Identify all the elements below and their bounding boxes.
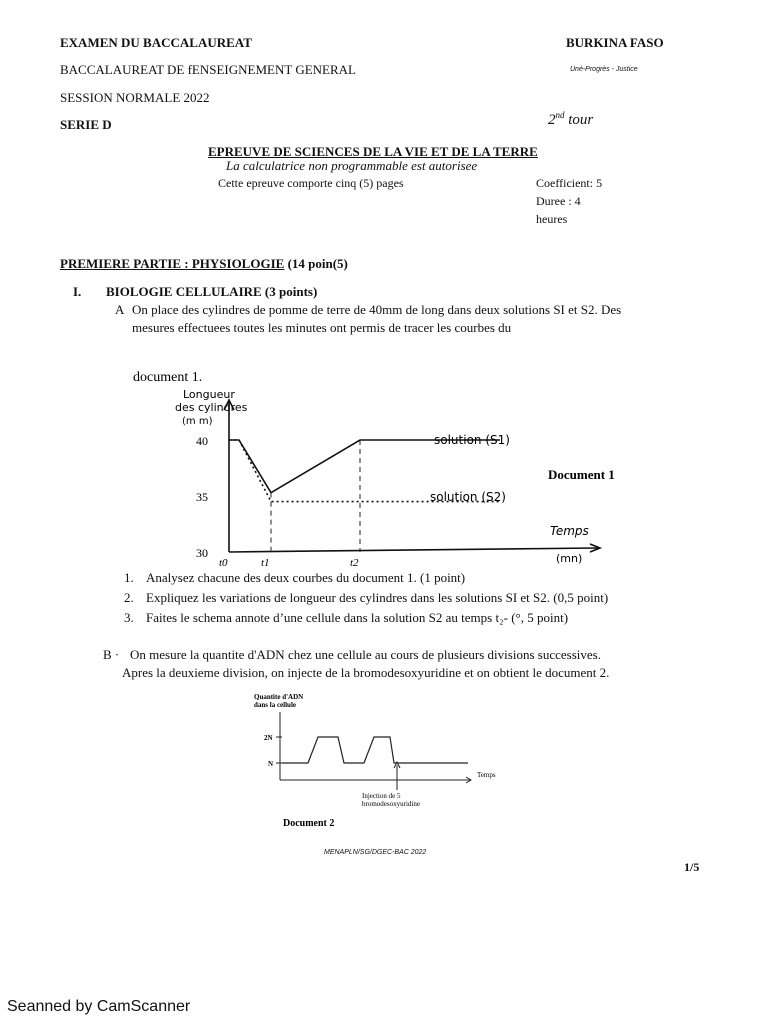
part-heading: PREMIERE PARTIE : PHYSIOLOGIE (14 poin(5) xyxy=(60,256,348,271)
question-text: Expliquez les variations de longueur des cylindres dans les solutions SI et S2. (0,5 point) xyxy=(146,590,609,605)
x-axis-label-1: Temps xyxy=(550,524,589,538)
part-b-line-1: On mesure la quantite d'ADN chez une cellule au cours de plusieurs divisions successives. xyxy=(130,647,601,662)
round-label: 2nd tour xyxy=(548,110,594,128)
question-text: Faites le schema annote d’une cellule dans la solution S2 au temps t₂- (°, 5 point) xyxy=(146,610,569,625)
doc2-dna-curve xyxy=(282,737,468,763)
question-text: Analysez chacune des deux courbes du document 1. (1 point) xyxy=(146,570,466,585)
part-a-line-1: On place des cylindres de pomme de terre de 40mm de long dans deux solutions SI et S2. Des xyxy=(132,302,622,317)
exam-title: EXAMEN DU BACCALAUREAT xyxy=(60,35,252,50)
page-number: 1/5 xyxy=(684,860,700,874)
doc2-level-2n: 2N xyxy=(264,734,273,742)
country-name: BURKINA FASO xyxy=(566,35,664,50)
doc2-level-n: N xyxy=(268,760,274,768)
series-label-s2: solution (S2) xyxy=(430,490,506,504)
pages-note: Cette epreuve comporte cinq (5) pages xyxy=(218,176,404,190)
calculator-note: La calculatrice non programmable est autorisee xyxy=(226,158,478,173)
x-tick-label: t0 xyxy=(219,557,228,569)
duration-line-2: heures xyxy=(536,212,568,226)
session-label: SESSION NORMALE 2022 xyxy=(60,90,210,105)
question-number: 3. xyxy=(124,610,134,625)
x-tick-label: t2 xyxy=(350,557,359,569)
y-axis-label-1: Longueur xyxy=(183,388,235,401)
y-tick-label: 30 xyxy=(196,546,208,560)
y-axis-label-3: (m m) xyxy=(182,416,213,427)
document-1-caption-top: document 1. xyxy=(133,370,203,385)
question-number: 1. xyxy=(124,570,134,585)
scanner-watermark: Seanned by CamScanner xyxy=(7,998,191,1015)
subject-title: EPREUVE DE SCIENCES DE LA VIE ET DE LA TERRE xyxy=(208,144,538,159)
series-label-s1: solution (S1) xyxy=(434,433,510,447)
doc2-y-label-1: Quantite d'ADN xyxy=(254,693,304,701)
doc2-caption: Document 2 xyxy=(283,818,335,829)
duration-line-1: Duree : 4 xyxy=(536,194,581,208)
question-number: 2. xyxy=(124,590,134,605)
part-b-line-2: Apres la deuxieme division, on injecte de la bromodesoxyuridine et on obtient le document 2. xyxy=(122,665,610,680)
doc2-x-label: Temps xyxy=(477,771,496,779)
section-number: I. xyxy=(73,284,82,299)
series-label: SERIE D xyxy=(60,117,112,132)
y-axis-label-2: des cylindres xyxy=(175,401,248,414)
doc2-injection-label-1: Injection de 5 xyxy=(362,792,401,800)
document-1-caption-right: Document 1 xyxy=(548,467,615,482)
x-tick-label: t1 xyxy=(261,557,270,569)
coefficient: Coefficient: 5 xyxy=(536,176,603,190)
doc2-y-label-2: dans la cellule xyxy=(254,701,297,709)
country-motto: Uné-Progrès - Justice xyxy=(570,66,638,73)
footer-reference: MENAPLN/SG/DGEC-BAC 2022 xyxy=(324,849,427,856)
y-tick-label: 40 xyxy=(196,434,208,448)
x-axis-label-2: (mn) xyxy=(556,552,583,565)
part-b-letter: B · xyxy=(103,647,120,662)
section-title: BIOLOGIE CELLULAIRE (3 points) xyxy=(106,284,318,299)
part-a-line-2: mesures effectuees toutes les minutes ont permis de tracer les courbes du xyxy=(132,320,512,335)
part-a-letter: A xyxy=(115,302,125,317)
bac-type: BACCALAUREAT DE fENSEIGNEMENT GENERAL xyxy=(60,62,356,77)
y-tick-label: 35 xyxy=(196,490,208,504)
doc2-injection-label-2: bromodesoxyuridine xyxy=(362,800,420,808)
